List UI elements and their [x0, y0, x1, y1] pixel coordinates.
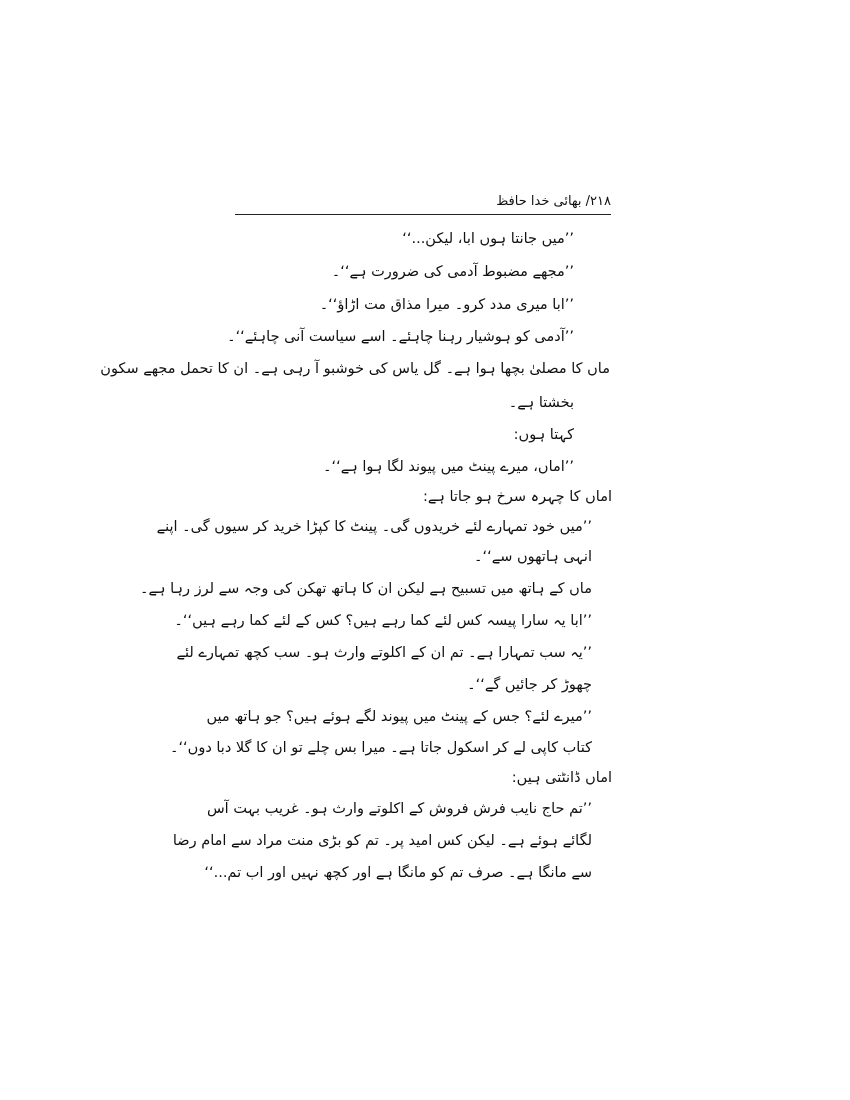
text-line-3: ’’ابا میری مدد کرو۔ میرا مذاق مت اڑاؤ‘‘۔ [319, 297, 574, 313]
text-line-21: سے مانگا ہے۔ صرف تم کو مانگا ہے اور کچھ نہیں اور اب تم...‘‘ [204, 865, 592, 881]
text-line-1: ’’میں جانتا ہوں ابا، لیکن...‘‘ [402, 231, 574, 247]
text-line-10: ’’میں خود تمہارے لئے خریدوں گی۔ پینٹ کا کپڑا خرید کر سیوں گی۔ اپنے [156, 519, 592, 535]
text-line-2: ’’مجھے مضبوط آدمی کی ضرورت ہے‘‘۔ [331, 264, 574, 280]
text-line-7: کہتا ہوں: [513, 427, 574, 443]
text-line-20: لگائے ہوئے ہے۔ لیکن کس امید پر۔ تم کو بڑی منت مراد سے امام رضا [172, 833, 592, 849]
running-head: ۲۱۸/ بھائی خدا حافظ [496, 194, 611, 209]
text-line-11: انہی ہاتھوں سے‘‘۔ [474, 549, 592, 565]
text-line-6: بخشتا ہے۔ [508, 395, 574, 411]
text-line-17: کتاب کاپی لے کر اسکول جاتا ہے۔ میرا بس چلے تو ان کا گلا دبا دوں‘‘۔ [169, 740, 592, 756]
text-line-4: ’’آدمی کو ہوشیار رہنا چاہئے۔ اسے سیاست آنی چاہئے‘‘۔ [227, 329, 574, 345]
text-line-13: ’’ابا یہ سارا پیسہ کس لئے کما رہے ہیں؟ کس کے لئے کما رہے ہیں‘‘۔ [174, 613, 592, 629]
text-line-18: اماں ڈانٹتی ہیں: [511, 770, 612, 786]
text-line-19: ’’تم حاج نایب فرش فروش کے اکلوتے وارث ہو۔ غریب بہت آس [206, 801, 592, 817]
text-line-5: ماں کا مصلیٰ بچھا ہوا ہے۔ گل یاس کی خوشبو آ رہی ہے۔ ان کا تحمل مجھے سکون [100, 361, 610, 377]
text-line-9: اماں کا چہرہ سرخ ہو جاتا ہے: [422, 489, 612, 505]
header-rule [235, 214, 611, 215]
text-line-16: ’’میرے لئے؟ جس کے پینٹ میں پیوند لگے ہوئے ہیں؟ جو ہاتھ میں [206, 709, 592, 725]
text-line-15: چھوڑ کر جائیں گے‘‘۔ [467, 677, 592, 693]
text-line-12: ماں کے ہاتھ میں تسبیح ہے لیکن ان کا ہاتھ تھکن کی وجہ سے لرز رہا ہے۔ [140, 581, 592, 597]
text-line-8: ’’اماں، میرے پینٹ میں پیوند لگا ہوا ہے‘‘۔ [323, 459, 574, 475]
text-line-14: ’’یہ سب تمہارا ہے۔ تم ان کے اکلوتے وارث ہو۔ سب کچھ تمہارے لئے [176, 645, 592, 661]
